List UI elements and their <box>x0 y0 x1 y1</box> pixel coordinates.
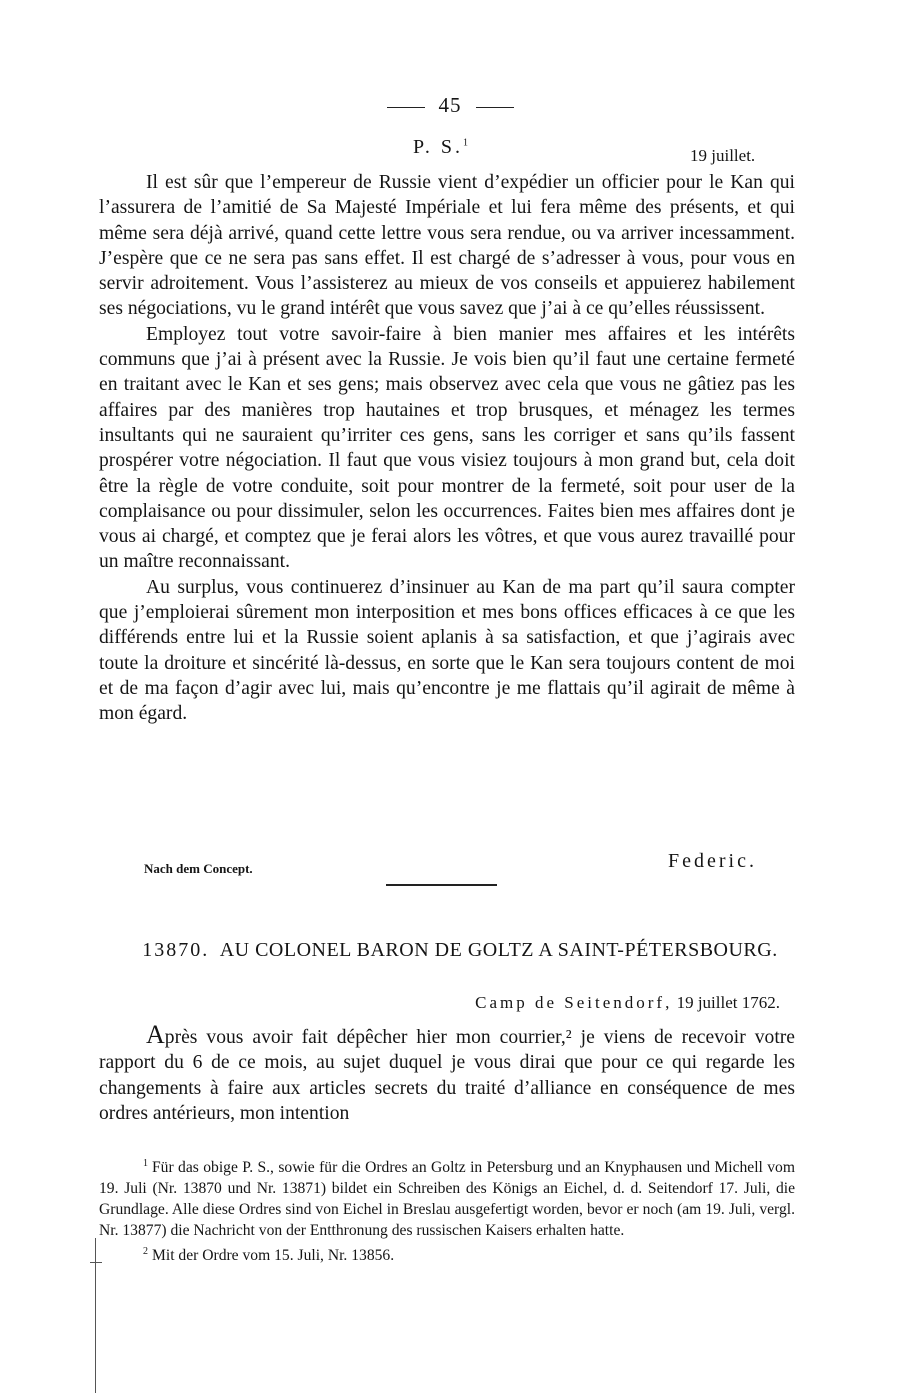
page-edge-tick <box>90 1262 102 1263</box>
letter-paragraph-text: près vous avoir fait dépêcher hier mon courrier,² je viens de recevoir votre rapport du 6 de ce mois, au sujet duquel je vous dirai que pour ce qui regarde les changements à faire aux articles secrets du traité d’alliance en conséquence de mes ordres antérieurs, mon intention <box>99 1027 795 1124</box>
postscript-body <box>99 170 795 727</box>
letter-place: Camp de Seitendorf, <box>475 993 673 1012</box>
letter-title <box>140 937 780 963</box>
postscript-paragraph-1: Il est sûr que l’empereur de Russie vient d’expédier un officier pour le Kan qui l’assurera de l’amitié de Sa Majesté Impériale et lui fera même des présents, et qui même sera déjà arrivé, quand cette lettre vous sera rendue, ou va arriver incessamment. J’espère que ce ne sera pas sans effet. Il est chargé de s’adresser à vous, pour vous en servir adroitement. Vous l’assisterez au mieux de vos conseils et appuierez habilement ses négociations, vu le grand intérêt que vous savez que j’ai à ce qu’elles réussissent. <box>99 172 795 320</box>
letter-title-text: AU COLONEL BARON DE GOLTZ A SAINT-PÉTERSBOURG. <box>219 939 778 961</box>
page-number-text: 45 <box>438 93 462 117</box>
section-divider <box>386 884 497 886</box>
footnote-1-mark: 1 <box>143 1158 148 1169</box>
letter-date: 19 juillet 1762. <box>676 993 780 1012</box>
letter-body <box>99 1022 795 1126</box>
postscript-footnote-mark: 1 <box>463 137 469 149</box>
page-number-dash-left <box>387 107 425 108</box>
letter-place-date <box>475 993 780 1013</box>
footnotes <box>99 1153 795 1266</box>
postscript-paragraph-2: Employez tout votre savoir-faire à bien manier mes affaires et les intérêts communs que j’ai à présent avec la Russie. Je vois bien qu’il faut une certaine fermeté en traitant avec le Kan et ses gens; mais observez avec cela que vous ne gâtiez pas les affaires par des manières trop hautaines et trop brusques, et ménagez les termes insultants qui ne sauraient qu’irriter ces gens, sans les corriger et sans qu’ils fassent prospérer votre négociation. Il faut que vous visiez toujours à mon grand but, cela doit être la règle de votre conduite, soit pour montrer de la fermeté, soit pour user de la complaisance ou pour dissimuler, selon les occurrences. Faites bien mes affaires dont je vous ai chargé, et comptez que je ferai alors les vôtres, et que vous aurez travaillé pour un maître reconnaissant. <box>99 323 795 573</box>
postscript-heading <box>413 136 468 159</box>
signature: Federic. <box>668 850 757 872</box>
letter-initial: A <box>146 1020 165 1049</box>
footnote-1 <box>99 1153 795 1241</box>
footnote-1-text: Für das obige P. S., sowie für die Ordres an Goltz in Petersburg und an Knyphausen und Michell vom 19. Juli (Nr. 13870 und Nr. 13871) bildet ein Schreiben des Königs an Eichel, d. d. Seitendorf 17. Juli, die Grundlage. Alle diese Ordres sind von Eichel in Breslau ausgefertigt worden, bevor er noch (am 19. Juli, vergl. Nr. 13877) die Nachricht von der Entthronung des russischen Kaisers erhalten hatte. <box>99 1159 795 1240</box>
postscript-paragraph-3: Au surplus, vous continuerez d’insinuer au Kan de ma part qu’il saura compter que j’emploierai sûrement mon interposition et mes bons offices efficaces à ce que les différends entre lui et la Russie soient aplanis à sa satisfaction, et que j’agirais avec toute la droiture et sincérité là-dessus, en sorte que le Kan sera toujours content de moi et de ma façon d’agir avec lui, mais qu’encontre je me flattais qu’il agirait de même à mon égard. <box>99 576 795 725</box>
letter-number: 13870. <box>142 939 210 961</box>
postscript-date: 19 juillet. <box>690 146 756 165</box>
letter-paragraph-1 <box>99 1022 795 1126</box>
page-number <box>0 93 900 118</box>
page-number-dash-right <box>476 107 514 108</box>
footnote-2-text: Mit der Ordre vom 15. Juli, Nr. 13856. <box>152 1247 395 1265</box>
footnote-2-mark: 2 <box>143 1246 148 1258</box>
source-note: Nach dem Concept. <box>144 861 253 876</box>
footnote-2 <box>99 1241 795 1266</box>
postscript-heading-text: P. S. <box>413 136 464 158</box>
